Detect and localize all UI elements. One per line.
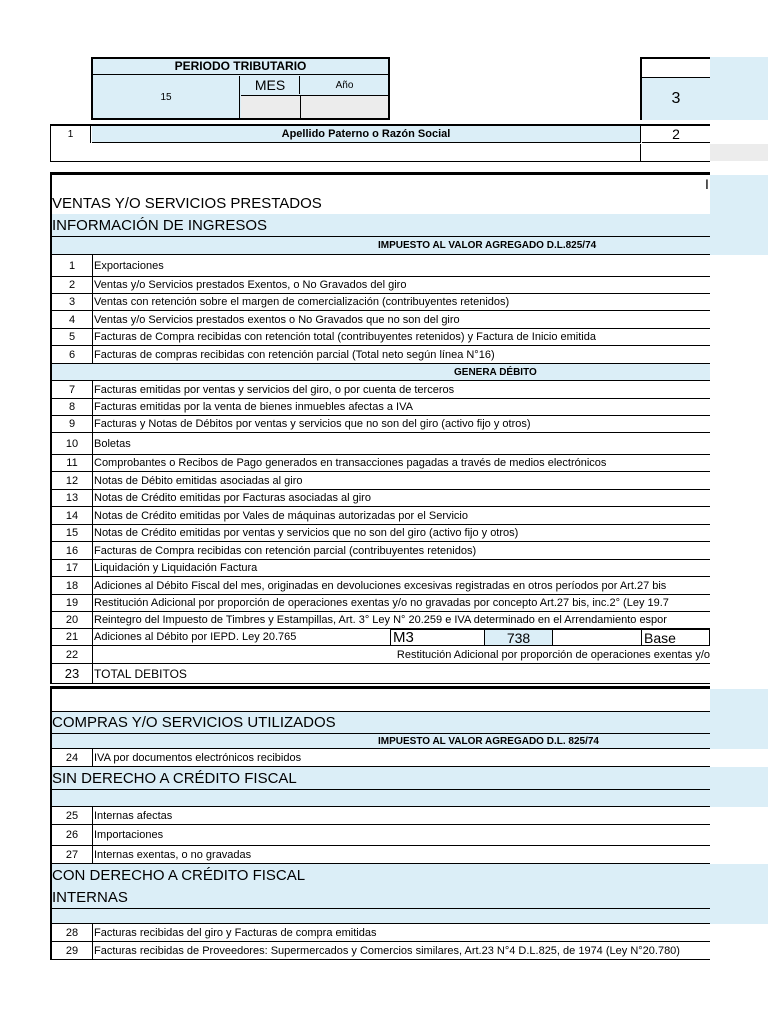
row-number: 11 xyxy=(52,455,93,471)
genera-debito-text: GENERA DÉBITO xyxy=(454,366,537,378)
table-row xyxy=(50,255,710,277)
internas-spacer xyxy=(50,908,710,924)
row-description: Ventas y/o Servicios prestados Exentos, o No Gravados del giro xyxy=(94,279,407,291)
row-description: Notas de Crédito emitidas por ventas y servicios que no son del giro (activo fijo y otros) xyxy=(94,527,519,539)
table-row xyxy=(50,924,710,942)
con-derecho-text: CON DERECHO A CRÉDITO FISCAL xyxy=(52,866,306,884)
row-description xyxy=(94,646,710,663)
row-number: 7 xyxy=(52,381,93,398)
ventas-subtitle-text: INFORMACIÓN DE INGRESOS xyxy=(52,216,268,234)
row-description: Reintegro del Impuesto de Timbres y Estampillas, Art. 3° Ley N° 20.259 e IVA determinado en el Arrendamiento espor xyxy=(94,614,667,626)
compras-title-text: COMPRAS Y/O SERVICIOS UTILIZADOS xyxy=(52,714,336,731)
code-15: 15 xyxy=(93,76,240,118)
row-description: Adiciones al Débito Fiscal del mes, originadas en devoluciones excesivas registradas en otros períodos por Art.27 bis xyxy=(94,579,667,592)
table-row xyxy=(50,612,710,629)
row-number: 27 xyxy=(52,846,93,863)
table-row xyxy=(50,507,710,525)
row-description: Importaciones xyxy=(94,829,164,841)
row-description: Exportaciones xyxy=(94,259,164,272)
row-description: Boletas xyxy=(94,437,131,450)
sin-derecho-text: SIN DERECHO A CRÉDITO FISCAL xyxy=(52,769,297,787)
box-2: 2 xyxy=(642,126,710,143)
iva-header-ventas xyxy=(50,236,710,255)
compras-spacer xyxy=(50,689,710,711)
row-description: Internas afectas xyxy=(94,809,173,822)
table-row xyxy=(50,942,710,960)
base-cell: Base xyxy=(641,629,710,646)
right-strip-ventas xyxy=(710,175,768,255)
row-description: Ventas y/o Servicios prestados exentos o No Gravados que no son del giro xyxy=(94,313,460,326)
right-strip-con xyxy=(710,864,768,924)
row-number: 22 xyxy=(52,646,93,663)
mes-label: MES xyxy=(241,76,300,94)
row-number: 10 xyxy=(52,433,93,454)
table-row xyxy=(50,433,710,455)
row-number: 15 xyxy=(52,525,93,541)
row-number: 26 xyxy=(52,825,93,845)
row-description: Notas de Crédito emitidas por Vales de máquinas autorizadas por el Servicio xyxy=(94,509,468,522)
row-description: Facturas de compras recibidas con retención parcial (Total neto según línea N°16) xyxy=(94,348,495,361)
row-number: 14 xyxy=(52,507,93,524)
row-number: 13 xyxy=(52,490,93,506)
internas-text: INTERNAS xyxy=(52,888,128,906)
clipped-char: I xyxy=(705,176,709,192)
row-description: Facturas emitidas por la venta de bienes inmuebles afectas a IVA xyxy=(94,401,413,413)
row-number: 9 xyxy=(52,416,93,432)
table-row xyxy=(50,846,710,864)
table-row xyxy=(50,807,710,825)
table-row-total xyxy=(50,664,710,684)
row-number: 19 xyxy=(52,595,93,611)
con-derecho-title xyxy=(50,864,710,886)
table-row xyxy=(50,560,710,577)
ventas-title xyxy=(50,193,710,214)
genera-debito-header xyxy=(50,364,710,381)
row-description: Restitución Adicional por proporción de operaciones exentas y/o no gravadas por concepto Art.27 bis, inc.2° (Ley 19.7 xyxy=(94,597,669,609)
row-description: Facturas recibidas de Proveedores: Supermercados y Comercios similares, Art.23 N°4 D.L.825, de 1974 (Ley N°20.780) xyxy=(94,944,680,957)
sin-derecho-spacer xyxy=(50,789,710,807)
row-number: 8 xyxy=(52,399,93,415)
row-description: Internas exentas, o no gravadas xyxy=(94,848,252,861)
table-row xyxy=(50,381,710,399)
row-description: Facturas recibidas del giro y Facturas de compra emitidas xyxy=(94,926,377,939)
row-number: 5 xyxy=(52,329,93,345)
right-strip-gray xyxy=(710,144,768,161)
ventas-spacer xyxy=(50,175,710,193)
iva-header-compras-text: IMPUESTO AL VALOR AGREGADO D.L. 825/74 xyxy=(378,735,599,747)
row-number: 29 xyxy=(52,942,93,959)
table-row xyxy=(50,277,710,294)
row-number: 16 xyxy=(52,542,93,559)
compras-title xyxy=(50,711,710,733)
row-number: 1 xyxy=(52,255,93,276)
right-strip-sin xyxy=(710,767,768,807)
apellido-input[interactable] xyxy=(92,144,641,161)
sin-derecho-title xyxy=(50,767,710,789)
table-row-22 xyxy=(50,646,710,664)
table-row xyxy=(50,595,710,612)
row-description: Liquidación y Liquidación Factura xyxy=(94,562,258,574)
table-row xyxy=(50,472,710,490)
ano-label: Año xyxy=(335,79,354,91)
row-description: Notas de Débito emitidas asociadas al giro xyxy=(94,474,303,487)
table-row xyxy=(50,329,710,346)
row-number: 24 xyxy=(52,749,93,766)
table-row-24 xyxy=(50,749,710,767)
table-row xyxy=(50,416,710,433)
m3-cell: M3 xyxy=(390,629,484,646)
box-3: 3 xyxy=(642,77,710,120)
table-row xyxy=(50,825,710,846)
header-row-1-num: 1 xyxy=(51,126,91,143)
right-strip-top xyxy=(710,57,768,120)
row-description: Facturas emitidas por ventas y servicios del giro, o por cuenta de terceros xyxy=(94,383,455,396)
total-debitos-label: TOTAL DEBITOS xyxy=(94,666,187,681)
row-description: Comprobantes o Recibos de Pago generados en transacciones pagadas a través de medios electrónicos xyxy=(94,457,607,469)
table-row xyxy=(50,542,710,560)
iva-header-ventas-text: IMPUESTO AL VALOR AGREGADO D.L.825/74 xyxy=(378,240,597,251)
row-description: Adiciones al Débito por IEPD. Ley 20.765 xyxy=(94,631,297,643)
row-description: Ventas con retención sobre el margen de comercialización (contribuyentes retenidos) xyxy=(94,296,510,308)
table-row xyxy=(50,346,710,364)
row-description: Facturas de Compra recibidas con retención parcial (contribuyentes retenidos) xyxy=(94,544,477,557)
table-row xyxy=(50,311,710,329)
table-row xyxy=(50,399,710,416)
row-number: 23 xyxy=(52,664,93,683)
row-number: 3 xyxy=(52,294,93,310)
internas-title xyxy=(50,886,710,908)
mes-input[interactable] xyxy=(241,95,301,118)
ventas-subtitle xyxy=(50,214,710,236)
row-21-value[interactable] xyxy=(553,629,641,646)
row-description: Notas de Crédito emitidas por Facturas asociadas al giro xyxy=(94,492,371,504)
row-22-text: Restitución Adicional por proporción de operaciones exentas y/o xyxy=(396,648,710,661)
ano-input[interactable] xyxy=(301,95,388,118)
row-number: 28 xyxy=(52,924,93,941)
iva-header-compras xyxy=(50,733,710,749)
code-738: 738 xyxy=(484,629,553,646)
table-row xyxy=(50,490,710,507)
row-number: 6 xyxy=(52,346,93,363)
table-row xyxy=(50,455,710,472)
row-description: Facturas y Notas de Débitos por ventas y servicios que no son del giro (activo fijo y otros) xyxy=(94,418,531,430)
periodo-tributario-label: PERIODO TRIBUTARIO xyxy=(91,57,390,75)
row-description: Facturas de Compra recibidas con retención total (contribuyentes retenidos) y Factura de Inicio emitida xyxy=(94,331,596,343)
row-number: 21 xyxy=(52,629,93,645)
row-number: 25 xyxy=(52,807,93,824)
row-number: 2 xyxy=(52,277,93,293)
table-row xyxy=(50,577,710,595)
row-number: 20 xyxy=(52,612,93,628)
row-number: 18 xyxy=(52,577,93,594)
apellido-label: Apellido Paterno o Razón Social xyxy=(92,126,641,143)
row-description: IVA por documentos electrónicos recibidos xyxy=(94,751,302,764)
row-number: 12 xyxy=(52,472,93,489)
table-row xyxy=(50,525,710,542)
row-number: 17 xyxy=(52,560,93,576)
table-row xyxy=(50,294,710,311)
right-strip-compras xyxy=(710,689,768,749)
ventas-title-text: VENTAS Y/O SERVICIOS PRESTADOS xyxy=(52,195,322,212)
row-number: 4 xyxy=(52,311,93,328)
